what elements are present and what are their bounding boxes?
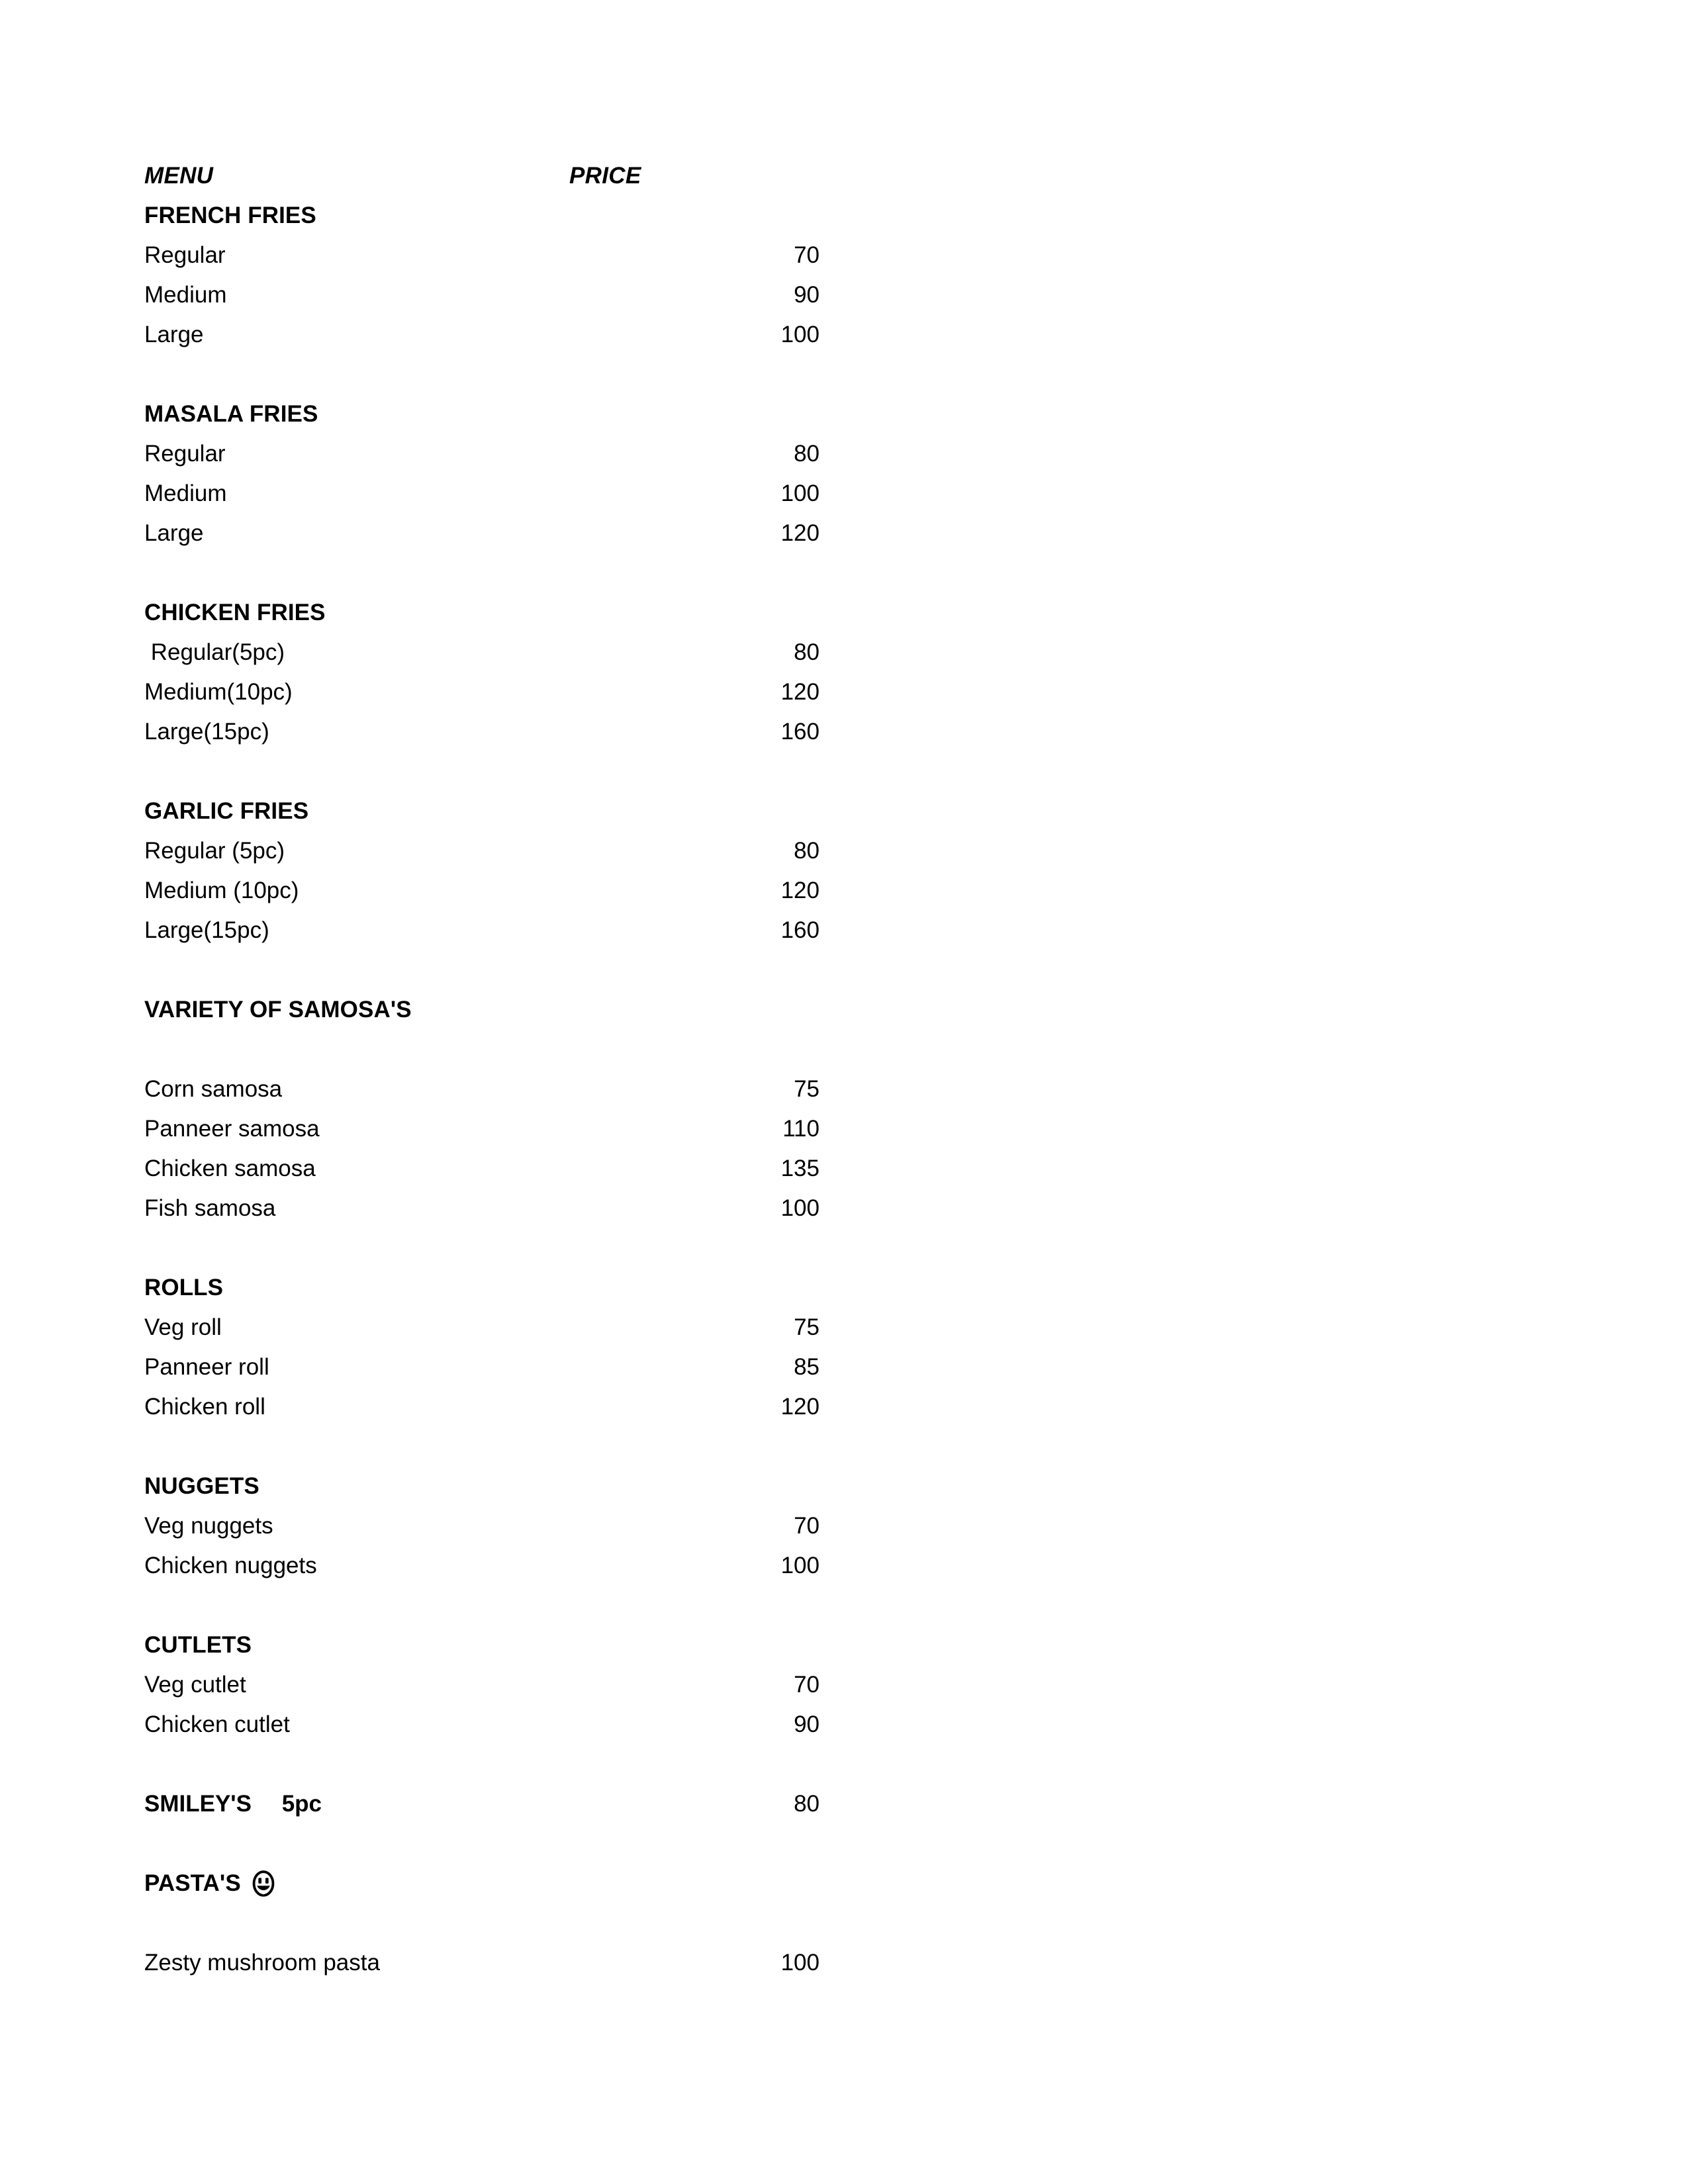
item-price: 80 [794,639,820,665]
smileys-suffix-text: 5pc [275,1791,322,1817]
item-name: Veg cutlet [144,1672,246,1698]
item-price: 135 [780,1156,820,1181]
item-price: 70 [794,242,820,268]
item-name: Large [144,322,204,347]
item-price: 110 [782,1116,820,1142]
menu-item-row [144,1546,820,1586]
menu-item-row [144,672,820,712]
menu-item-row-smileys [144,1784,820,1824]
item-name: Veg nuggets [144,1513,273,1539]
menu-item-row [144,1149,820,1189]
section-spacer [144,752,820,792]
item-price: 80 [794,1791,820,1817]
item-name: Regular (5pc) [144,838,285,864]
item-name: Chicken cutlet [144,1711,290,1737]
section-title-rolls: ROLLS [144,1275,224,1300]
menu-item-row [144,1069,820,1109]
menu-item-row [144,1189,820,1228]
item-price: 85 [794,1354,820,1380]
section-spacer [144,1824,820,1864]
smileys-prefix-text: SMILEY'S [144,1791,252,1817]
item-price: 90 [794,282,820,308]
item-name: Panneer samosa [144,1116,320,1142]
section-spacer [144,553,820,593]
price-column-header: PRICE [569,163,641,189]
section-title-variety-of-samosas: VARIETY OF SAMOSA'S [144,997,412,1023]
section-spacer [144,1030,820,1069]
item-price: 160 [780,917,820,943]
menu-item-row [144,911,820,950]
menu-item-row [144,275,820,315]
item-name: Fish samosa [144,1195,276,1221]
menu-item-row [144,315,820,355]
item-price: 70 [794,1513,820,1539]
item-name: Large [144,520,204,546]
item-name: Medium [144,282,227,308]
menu-item-row [144,434,820,474]
smiley-face-icon [252,1791,275,1817]
item-price: 90 [794,1711,820,1737]
section-spacer [144,1586,820,1625]
menu-item-row [144,871,820,911]
item-price: 120 [780,1394,820,1420]
menu-item-row [144,712,820,752]
item-price: 160 [780,719,820,745]
item-name: Medium(10pc) [144,679,293,705]
section-spacer [144,355,820,394]
item-price: 100 [780,1195,820,1221]
menu-column-header: MENU [144,163,214,189]
menu-table-header [144,156,820,196]
section-title-pastas: PASTA'S [144,1870,241,1896]
menu-item-row [144,633,820,672]
menu-item-row [144,831,820,871]
section-spacer [144,1745,820,1784]
item-price: 100 [780,1950,820,1976]
menu-item-row [144,1705,820,1745]
item-name: Corn samosa [144,1076,283,1102]
item-name: Chicken roll [144,1394,265,1420]
section-spacer [144,1228,820,1268]
item-price: 75 [794,1076,820,1102]
section-spacer [144,1903,820,1943]
menu-item-row [144,514,820,553]
item-name: Medium [144,480,227,506]
menu-content [144,156,820,1983]
item-price: 120 [780,679,820,705]
item-name: Medium (10pc) [144,878,299,903]
section-title-garlic-fries: GARLIC FRIES [144,798,309,824]
section-title-nuggets: NUGGETS [144,1473,259,1499]
item-name: Chicken samosa [144,1156,316,1181]
section-spacer [144,1427,820,1467]
item-price: 70 [794,1672,820,1698]
item-name: Panneer roll [144,1354,269,1380]
section-spacer [144,950,820,990]
section-title-masala-fries: MASALA FRIES [144,401,318,427]
item-name: Regular(5pc) [144,639,285,665]
item-price: 120 [780,878,820,903]
menu-item-row [144,1665,820,1705]
menu-item-row [144,474,820,514]
item-price: 100 [780,480,820,506]
item-name: Large(15pc) [144,719,269,745]
item-price: 80 [794,838,820,864]
item-name: Large(15pc) [144,917,269,943]
item-name: Zesty mushroom pasta [144,1950,380,1976]
section-title-french-fries: FRENCH FRIES [144,203,316,228]
menu-item-row [144,1506,820,1546]
menu-item-row [144,1387,820,1427]
menu-item-row [144,236,820,275]
item-price: 100 [780,322,820,347]
item-price: 80 [794,441,820,467]
menu-item-row [144,1347,820,1387]
item-price: 75 [794,1314,820,1340]
menu-item-row [144,1308,820,1347]
menu-item-row [144,1943,820,1983]
item-name-smileys [144,1784,322,1824]
section-title-chicken-fries: CHICKEN FRIES [144,600,326,625]
item-name: Regular [144,242,226,268]
item-price: 120 [780,520,820,546]
item-price: 100 [780,1553,820,1578]
item-name: Regular [144,441,226,467]
section-title-cutlets: CUTLETS [144,1632,252,1658]
menu-item-row [144,1109,820,1149]
item-name: Chicken nuggets [144,1553,317,1578]
item-name: Veg roll [144,1314,222,1340]
